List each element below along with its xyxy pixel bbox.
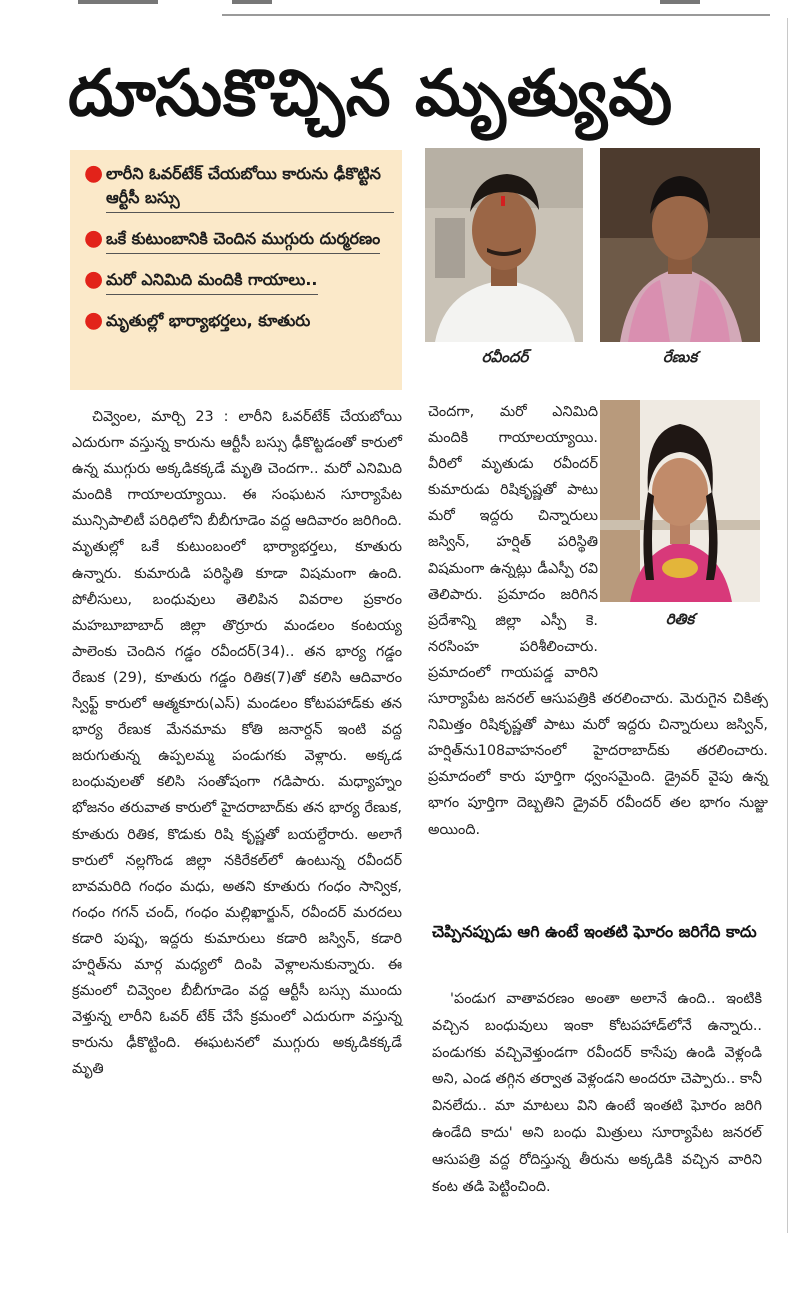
- highlight-item: [84, 268, 394, 303]
- bullet-icon: ●: [84, 308, 104, 333]
- quote-text: 'పండుగ వాతావరణం అంతా అలానే ఉంది.. ఇంటికి వచ్చిన బంధువులు ఇంకా కోటపహాడ్‌లోనే ఉన్నారు.. పండుగకు వచ్చివెళ్తుండగా రవీందర్‌ కాసేపు ఉండి వెళ్లండి అని, ఎండ తగ్గిన తర్వాత వెళ్లండని అందరూ చెప్పారు.. కానీ వినలేదు.. మా మాటలు విని ఉంటే ఇంతటి ఘోరం జరిగి ఉండేది కాదు' అని బంధు మిత్రులు సూర్యాపేట జనరల్‌ ఆసుపత్రి వద్ద రోదిస్తున్న తీరును అక్కడికి వచ్చిన వారిని కంట తడి పెట్టించింది.: [432, 991, 762, 1195]
- top-fragment-right: [660, 0, 700, 4]
- highlight-item: [84, 162, 394, 221]
- caption-ritika: రితిక: [665, 610, 695, 628]
- highlight-text: మృతుల్లో భార్యాభర్తలు, కూతురు: [106, 311, 311, 330]
- photo-ravinder: [425, 148, 583, 342]
- highlight-text: లారీని ఓవర్‌టేక్‌ చేయబోయి కారును ఢీకొట్టిన ఆర్టీసీ బస్సు: [106, 162, 394, 213]
- article-continued-text: చెందగా, మరో ఎనిమిది మందికి గాయాలయ్యాయి. వీరిలో మృతుడు రవీందర్‌ కుమారుడు రిషికృష్ణతో పాటు మరో ఇద్దరు చిన్నారులు జస్విన్‌, హర్షిత్‌ పరిస్థితి విషమంగా ఉన్నట్లు డీఎస్పీ రవి తెలిపారు. ప్రమాదం జరిగిన ప్రదేశాన్ని జిల్లా ఎస్పీ కె. నరసింహ పరిశీలించారు. ప్రమాదంలో గాయపడ్డ వారిని సూర్యాపేట జనరల్‌ ఆసుపత్రికి తరలించారు. మెరుగైన చికిత్స నిమిత్తం రిషికృష్ణతో పాటు మరో ఇద్దరు చిన్నారులు జస్విన్‌, హర్షిత్‌ను108వాహనంలో హైదరాబాద్‌కు తరలించారు. ప్రమాదంలో కారు పూర్తిగా ధ్వంసమైంది. డ్రైవర్‌ వైపు ఉన్న భాగం పూర్తిగా దెబ్బతిని డ్రైవర్‌ రవీందర్‌ తల భాగం నుజ్జు అయింది.: [428, 404, 768, 838]
- subhead: చెప్పినప్పుడు ఆగి ఉంటే ఇంతటి ఘోరం జరిగేది కాదు: [432, 922, 757, 941]
- page-edge-rule: [787, 18, 788, 1233]
- top-fragment-left: [78, 0, 158, 4]
- highlight-item: [84, 309, 394, 343]
- caption-renuka: రేణుక: [662, 348, 698, 366]
- highlights-box: [70, 150, 402, 390]
- photo-renuka: [600, 148, 760, 342]
- bullet-icon: ●: [84, 226, 104, 251]
- article-continued-float: [598, 399, 768, 677]
- highlight-item: [84, 227, 394, 262]
- highlight-text: మరో ఎనిమిది మందికి గాయాలు..: [106, 268, 318, 295]
- article-main-column: [72, 404, 402, 1082]
- bullet-icon: ●: [84, 161, 104, 186]
- quote-paragraph: [432, 986, 762, 1200]
- bullet-icon: ●: [84, 267, 104, 292]
- caption-ravinder: రవీందర్‌: [481, 348, 529, 366]
- article-continued-column: [428, 399, 768, 843]
- headline: దూసుకొచ్చిన మృత్యువు: [68, 57, 674, 131]
- top-fragment-mid: [232, 0, 272, 4]
- highlight-text: ఒకే కుటుంబానికి చెందిన ముగ్గురు దుర్మరణం: [106, 227, 380, 254]
- top-rule: [222, 14, 770, 16]
- article-main-text: చివ్వెంల, మార్చి 23 : లారీని ఓవర్‌టేక్‌ చేయబోయి ఎదురుగా వస్తున్న కారును ఆర్టీసీ బస్సు ఢీకొట్టడంతో కారులో ఉన్న ముగ్గురు అక్కడికక్కడే మృతి చెందగా.. మరో ఎనిమిది మందికి గాయాలయ్యాయి. ఈ సంఘటన సూర్యాపేట మున్సిపాలిటీ పరిధిలోని బీబీగూడెం వద్ద ఆదివారం జరిగింది. మృతుల్లో ఒకే కుటుంబంలో భార్యాభర్తలు, కూతురు ఉన్నారు. కుమారుడి పరిస్థితి కూడా విషమంగా ఉంది. పోలీసులు, బంధువులు తెలిపిన వివరాల ప్రకారం మహబూబాబాద్‌ జిల్లా తొర్రూరు మండలం కంటయ్య పాలెంకు చెందిన గడ్డం రవీందర్‌(34).. తన భార్య గడ్డం రేణుక (29), కూతురు గడ్డం రితిక(7)తో కలిసి ఆదివారం స్విఫ్ట్‌ కారులో ఆత్మకూరు(ఎస్‌) మండలం కోటపహాడ్‌కు తన భార్య రేణుక మేనమామ కోతి జనార్దన్‌ ఇంటి వద్ద జరుగుతున్న ఉప్పలమ్మ పండుగకు వెళ్లారు. అక్కడ బంధువులతో కలిసి సంతోషంగా గడిపారు. మధ్యాహ్నం భోజనం తరువాత కారులో హైదరాబాద్‌కు తన భార్య రేణుక, కూతురు రితిక, కొడుకు రిషి కృష్ణతో బయల్దేరారు. అలాగే కారులో నల్లగొండ జిల్లా నకిరేకల్‌లో ఉంటున్న రవీందర్‌ బావమరిది గంధం మధు, అతని కూతురు గంధం సాన్విక, గంధం గగన్‌ చంద్‌, గంధం మల్లిఖార్జున్‌, రవీందర్‌ మరదలు కడారి పుష్ప, ఇద్దరు కుమారులు కడారి జస్విన్‌, కడారి హర్షిత్‌ను మార్గ మధ్యలో దింపి వెళ్లాలనుకున్నారు. ఈ క్రమంలో చివ్వెంల బీబీగూడెం వద్ద ఆర్టీసీ బస్సు ముందు వెళ్తున్న లారీని ఓవర్‌ టేక్‌ చేసే క్రమంలో ఎదురుగా వస్తున్న కారును ఢీకొట్టింది. ఈఘటనలో ముగ్గురు అక్కడికక్కడే మృతి: [72, 409, 402, 1078]
